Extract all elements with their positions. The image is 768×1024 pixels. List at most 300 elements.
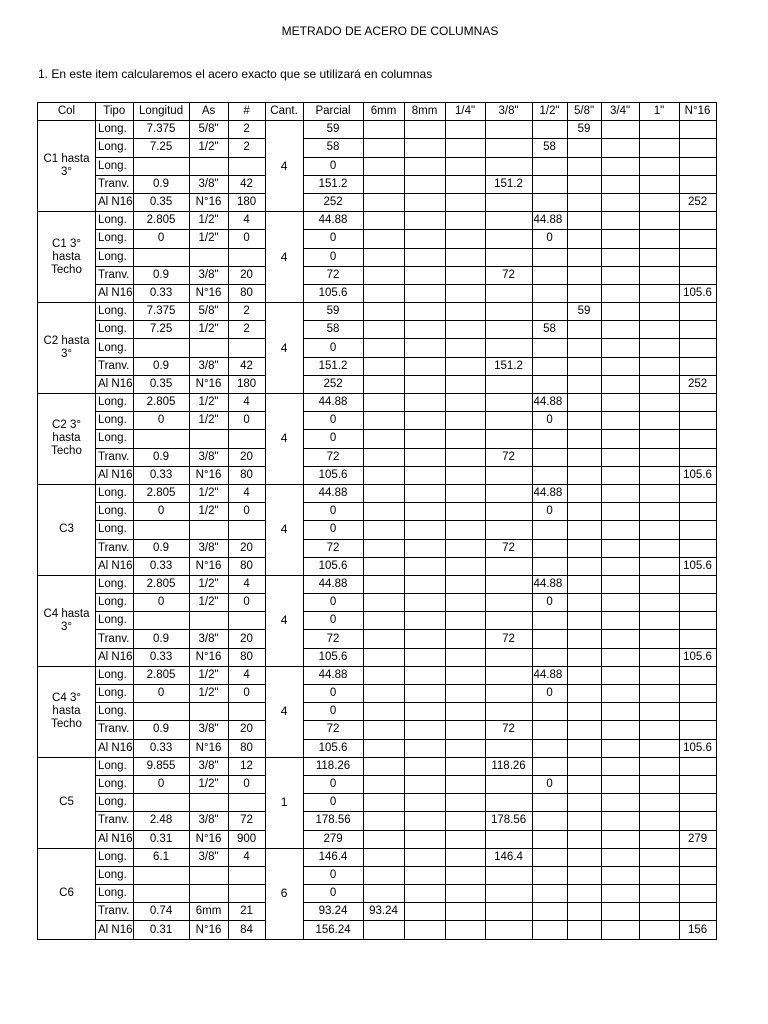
qty-1-4-cell (445, 685, 485, 703)
parcial-cell: 105.6 (303, 557, 363, 575)
qty-8mm-cell (404, 685, 445, 703)
parcial-cell: 59 (303, 121, 363, 139)
as-cell: N°16 (189, 375, 228, 393)
qty-1-cell (639, 248, 679, 266)
cantidad-cell: 4 (265, 303, 303, 394)
qty-3-4-cell (601, 339, 639, 357)
qty-8mm-cell (404, 921, 445, 939)
qty-3-8-cell (485, 212, 532, 230)
qty-n16-cell: 252 (679, 193, 716, 211)
qty-5-8-cell (567, 921, 601, 939)
qty-5-8-cell (567, 375, 601, 393)
qty-n16-cell (679, 139, 716, 157)
qty-8mm-cell (404, 248, 445, 266)
table-row (38, 448, 717, 466)
qty-1-cell (639, 921, 679, 939)
parcial-cell: 146.4 (303, 848, 363, 866)
qty-3-4-cell (601, 830, 639, 848)
longitud-cell: 0.31 (133, 830, 189, 848)
parcial-cell: 58 (303, 139, 363, 157)
qty-6mm-cell (363, 666, 404, 684)
as-cell: N°16 (189, 739, 228, 757)
qty-3-4-cell (601, 721, 639, 739)
table-row (38, 848, 717, 866)
qty-1-4-cell (445, 557, 485, 575)
parcial-cell: 44.88 (303, 484, 363, 502)
qty-1-2-cell: 44.88 (532, 394, 567, 412)
tipo-cell: Long. (96, 794, 134, 812)
tipo-cell: Al N16 (96, 648, 134, 666)
qty-3-8-cell (485, 903, 532, 921)
count-cell: 2 (228, 139, 265, 157)
tipo-cell: Tranv. (96, 903, 134, 921)
qty-1-4-cell (445, 830, 485, 848)
qty-1-4-cell (445, 303, 485, 321)
cantidad-cell: 1 (265, 757, 303, 848)
qty-6mm-cell (363, 303, 404, 321)
tipo-cell: Long. (96, 885, 134, 903)
longitud-cell (133, 157, 189, 175)
qty-3-8-cell (485, 612, 532, 630)
qty-1-cell (639, 448, 679, 466)
tipo-cell: Al N16 (96, 830, 134, 848)
qty-3-8-cell (485, 193, 532, 211)
table-row (38, 903, 717, 921)
qty-1-4-cell (445, 812, 485, 830)
count-cell: 4 (228, 666, 265, 684)
qty-3-8-cell (485, 775, 532, 793)
qty-3-8-cell: 118.26 (485, 757, 532, 775)
as-cell (189, 339, 228, 357)
qty-3-4-cell (601, 921, 639, 939)
qty-6mm-cell (363, 539, 404, 557)
qty-5-8-cell (567, 484, 601, 502)
qty-6mm-cell (363, 812, 404, 830)
qty-8mm-cell (404, 339, 445, 357)
qty-5-8-cell (567, 594, 601, 612)
qty-3-4-cell (601, 866, 639, 884)
qty-1-cell (639, 830, 679, 848)
qty-3-4-cell (601, 812, 639, 830)
qty-5-8-cell (567, 539, 601, 557)
qty-1-2-cell (532, 357, 567, 375)
tipo-cell: Long. (96, 412, 134, 430)
count-cell: 80 (228, 739, 265, 757)
qty-1-2-cell (532, 903, 567, 921)
qty-1-cell (639, 703, 679, 721)
parcial-cell: 0 (303, 885, 363, 903)
qty-8mm-cell (404, 866, 445, 884)
table-row (38, 739, 717, 757)
qty-1-cell (639, 721, 679, 739)
count-cell: 80 (228, 284, 265, 302)
qty-5-8-cell: 59 (567, 121, 601, 139)
parcial-cell: 0 (303, 248, 363, 266)
qty-1-4-cell (445, 212, 485, 230)
qty-1-4-cell (445, 630, 485, 648)
parcial-cell: 44.88 (303, 575, 363, 593)
as-cell: 3/8" (189, 266, 228, 284)
qty-8mm-cell (404, 175, 445, 193)
as-cell: 5/8" (189, 303, 228, 321)
qty-1-cell (639, 193, 679, 211)
cantidad-cell: 6 (265, 848, 303, 939)
table-row (38, 666, 717, 684)
qty-6mm-cell (363, 503, 404, 521)
qty-5-8-cell (567, 794, 601, 812)
tipo-cell: Long. (96, 757, 134, 775)
qty-1-4-cell (445, 430, 485, 448)
qty-3-4-cell (601, 503, 639, 521)
qty-1-2-cell (532, 612, 567, 630)
count-cell (228, 866, 265, 884)
qty-6mm-cell (363, 466, 404, 484)
qty-5-8-cell (567, 193, 601, 211)
table-row (38, 866, 717, 884)
qty-3-8-cell (485, 321, 532, 339)
qty-3-8-cell (485, 248, 532, 266)
column-id-cell: C3 (38, 484, 96, 575)
as-cell: 1/2" (189, 575, 228, 593)
parcial-cell: 0 (303, 430, 363, 448)
qty-3-4-cell (601, 648, 639, 666)
qty-1-4-cell (445, 394, 485, 412)
count-cell: 80 (228, 648, 265, 666)
qty-n16-cell (679, 430, 716, 448)
qty-5-8-cell (567, 266, 601, 284)
qty-3-4-cell (601, 121, 639, 139)
table-row (38, 321, 717, 339)
as-cell: 1/2" (189, 139, 228, 157)
qty-5-8-cell (567, 866, 601, 884)
column-id-cell: C4 3° hasta Techo (38, 666, 96, 757)
qty-3-8-cell (485, 866, 532, 884)
table-row (38, 303, 717, 321)
qty-1-2-cell: 0 (532, 775, 567, 793)
qty-3-8-cell (485, 794, 532, 812)
as-cell: 3/8" (189, 848, 228, 866)
qty-5-8-cell (567, 394, 601, 412)
qty-1-cell (639, 284, 679, 302)
tipo-cell: Long. (96, 157, 134, 175)
qty-6mm-cell (363, 594, 404, 612)
tipo-cell: Long. (96, 612, 134, 630)
longitud-cell: 0.35 (133, 375, 189, 393)
qty-8mm-cell (404, 666, 445, 684)
parcial-cell: 105.6 (303, 739, 363, 757)
qty-5-8-cell (567, 248, 601, 266)
qty-1-2-cell: 58 (532, 139, 567, 157)
qty-n16-cell (679, 703, 716, 721)
longitud-cell: 0.74 (133, 903, 189, 921)
as-cell: 3/8" (189, 175, 228, 193)
qty-1-4-cell (445, 703, 485, 721)
qty-1-cell (639, 212, 679, 230)
qty-1-4-cell (445, 266, 485, 284)
qty-6mm-cell (363, 830, 404, 848)
tipo-cell: Tranv. (96, 357, 134, 375)
qty-1-2-cell: 0 (532, 230, 567, 248)
longitud-cell (133, 703, 189, 721)
longitud-cell: 0 (133, 412, 189, 430)
qty-1-2-cell (532, 885, 567, 903)
qty-1-4-cell (445, 248, 485, 266)
count-cell: 0 (228, 685, 265, 703)
qty-n16-cell (679, 121, 716, 139)
table-row (38, 394, 717, 412)
parcial-cell: 252 (303, 375, 363, 393)
parcial-cell: 58 (303, 321, 363, 339)
count-cell (228, 521, 265, 539)
as-cell: N°16 (189, 193, 228, 211)
qty-3-8-cell (485, 703, 532, 721)
as-cell: N°16 (189, 921, 228, 939)
parcial-cell: 0 (303, 521, 363, 539)
tipo-cell: Long. (96, 594, 134, 612)
table-row (38, 157, 717, 175)
qty-3-8-cell: 146.4 (485, 848, 532, 866)
qty-8mm-cell (404, 157, 445, 175)
header-3-4: 3/4" (601, 103, 639, 121)
parcial-cell: 105.6 (303, 648, 363, 666)
longitud-cell: 0 (133, 594, 189, 612)
qty-1-4-cell (445, 848, 485, 866)
qty-n16-cell: 105.6 (679, 284, 716, 302)
as-cell: 1/2" (189, 775, 228, 793)
qty-n16-cell (679, 903, 716, 921)
qty-1-2-cell (532, 248, 567, 266)
qty-6mm-cell (363, 193, 404, 211)
parcial-cell: 0 (303, 157, 363, 175)
column-id-cell: C1 hasta 3° (38, 121, 96, 212)
qty-1-cell (639, 157, 679, 175)
qty-6mm-cell (363, 357, 404, 375)
qty-5-8-cell (567, 157, 601, 175)
as-cell: 1/2" (189, 503, 228, 521)
qty-8mm-cell (404, 521, 445, 539)
as-cell (189, 157, 228, 175)
longitud-cell: 0.33 (133, 466, 189, 484)
qty-6mm-cell (363, 139, 404, 157)
qty-1-cell (639, 575, 679, 593)
count-cell (228, 885, 265, 903)
qty-8mm-cell (404, 266, 445, 284)
header-8mm: 8mm (404, 103, 445, 121)
longitud-cell (133, 866, 189, 884)
tipo-cell: Long. (96, 503, 134, 521)
header-parcial: Parcial (303, 103, 363, 121)
count-cell: 0 (228, 775, 265, 793)
parcial-cell: 118.26 (303, 757, 363, 775)
qty-1-2-cell (532, 648, 567, 666)
qty-1-cell (639, 630, 679, 648)
cantidad-cell: 4 (265, 575, 303, 666)
qty-3-8-cell (485, 484, 532, 502)
longitud-cell: 0.31 (133, 921, 189, 939)
as-cell: 1/2" (189, 230, 228, 248)
tipo-cell: Long. (96, 230, 134, 248)
qty-3-4-cell (601, 521, 639, 539)
as-cell (189, 885, 228, 903)
parcial-cell: 156.24 (303, 921, 363, 939)
table-row (38, 248, 717, 266)
qty-8mm-cell (404, 412, 445, 430)
tipo-cell: Tranv. (96, 266, 134, 284)
qty-6mm-cell (363, 612, 404, 630)
qty-8mm-cell (404, 430, 445, 448)
qty-6mm-cell (363, 521, 404, 539)
qty-8mm-cell (404, 357, 445, 375)
longitud-cell: 0 (133, 230, 189, 248)
count-cell: 84 (228, 921, 265, 939)
qty-1-4-cell (445, 375, 485, 393)
qty-n16-cell: 105.6 (679, 557, 716, 575)
longitud-cell: 0.9 (133, 539, 189, 557)
tipo-cell: Long. (96, 394, 134, 412)
qty-1-4-cell (445, 284, 485, 302)
qty-3-4-cell (601, 466, 639, 484)
qty-1-4-cell (445, 157, 485, 175)
qty-5-8-cell (567, 703, 601, 721)
qty-3-4-cell (601, 903, 639, 921)
qty-1-4-cell (445, 412, 485, 430)
qty-1-2-cell (532, 521, 567, 539)
qty-8mm-cell (404, 648, 445, 666)
qty-3-4-cell (601, 575, 639, 593)
table-row (38, 703, 717, 721)
qty-1-2-cell: 0 (532, 412, 567, 430)
qty-3-8-cell (485, 921, 532, 939)
qty-6mm-cell (363, 412, 404, 430)
qty-1-4-cell (445, 539, 485, 557)
page-title: METRADO DE ACERO DE COLUMNAS (281, 24, 499, 38)
longitud-cell (133, 339, 189, 357)
qty-3-8-cell (485, 466, 532, 484)
parcial-cell: 59 (303, 303, 363, 321)
tipo-cell: Long. (96, 775, 134, 793)
count-cell: 0 (228, 594, 265, 612)
qty-6mm-cell (363, 484, 404, 502)
qty-6mm-cell (363, 575, 404, 593)
qty-3-8-cell (485, 121, 532, 139)
qty-n16-cell (679, 575, 716, 593)
qty-5-8-cell (567, 812, 601, 830)
table-row (38, 266, 717, 284)
longitud-cell: 6.1 (133, 848, 189, 866)
longitud-cell: 0.9 (133, 357, 189, 375)
header-1-4: 1/4" (445, 103, 485, 121)
qty-5-8-cell (567, 357, 601, 375)
parcial-cell: 0 (303, 412, 363, 430)
column-id-cell: C2 hasta 3° (38, 303, 96, 394)
qty-6mm-cell (363, 775, 404, 793)
tipo-cell: Tranv. (96, 448, 134, 466)
as-cell: 3/8" (189, 721, 228, 739)
table-row (38, 212, 717, 230)
qty-5-8-cell: 59 (567, 303, 601, 321)
qty-5-8-cell (567, 212, 601, 230)
qty-1-2-cell: 58 (532, 321, 567, 339)
table-row (38, 503, 717, 521)
qty-8mm-cell (404, 212, 445, 230)
qty-3-8-cell (485, 394, 532, 412)
count-cell: 4 (228, 848, 265, 866)
qty-n16-cell (679, 612, 716, 630)
tipo-cell: Long. (96, 121, 134, 139)
qty-n16-cell: 105.6 (679, 739, 716, 757)
longitud-cell: 0 (133, 503, 189, 521)
qty-8mm-cell (404, 557, 445, 575)
qty-n16-cell (679, 448, 716, 466)
qty-1-cell (639, 466, 679, 484)
as-cell: 1/2" (189, 685, 228, 703)
qty-3-8-cell (485, 430, 532, 448)
qty-3-8-cell (485, 230, 532, 248)
as-cell: 1/2" (189, 484, 228, 502)
qty-3-8-cell (485, 594, 532, 612)
qty-6mm-cell (363, 121, 404, 139)
qty-1-cell (639, 303, 679, 321)
qty-6mm-cell (363, 212, 404, 230)
qty-1-2-cell (532, 921, 567, 939)
qty-1-2-cell (532, 703, 567, 721)
qty-n16-cell (679, 775, 716, 793)
longitud-cell: 0.9 (133, 175, 189, 193)
as-cell: 1/2" (189, 666, 228, 684)
qty-8mm-cell (404, 394, 445, 412)
parcial-cell: 72 (303, 539, 363, 557)
table-row (38, 139, 717, 157)
qty-6mm-cell (363, 375, 404, 393)
qty-6mm-cell (363, 794, 404, 812)
qty-3-4-cell (601, 303, 639, 321)
longitud-cell: 7.375 (133, 121, 189, 139)
tipo-cell: Long. (96, 666, 134, 684)
tipo-cell: Long. (96, 430, 134, 448)
qty-1-4-cell (445, 666, 485, 684)
qty-3-4-cell (601, 357, 639, 375)
qty-1-2-cell (532, 339, 567, 357)
parcial-cell: 72 (303, 448, 363, 466)
qty-3-4-cell (601, 394, 639, 412)
tipo-cell: Tranv. (96, 721, 134, 739)
longitud-cell: 0.9 (133, 266, 189, 284)
tipo-cell: Tranv. (96, 812, 134, 830)
cantidad-cell: 4 (265, 484, 303, 575)
qty-n16-cell: 279 (679, 830, 716, 848)
header-as: As (189, 103, 228, 121)
qty-1-4-cell (445, 921, 485, 939)
qty-8mm-cell (404, 466, 445, 484)
qty-3-4-cell (601, 448, 639, 466)
qty-3-4-cell (601, 175, 639, 193)
count-cell (228, 612, 265, 630)
qty-1-2-cell (532, 284, 567, 302)
table-row (38, 121, 717, 139)
tipo-cell: Al N16 (96, 375, 134, 393)
tipo-cell: Long. (96, 212, 134, 230)
qty-6mm-cell (363, 703, 404, 721)
header-row (38, 103, 717, 121)
parcial-cell: 72 (303, 630, 363, 648)
qty-3-4-cell (601, 794, 639, 812)
count-cell: 20 (228, 266, 265, 284)
qty-8mm-cell (404, 121, 445, 139)
qty-3-8-cell (485, 339, 532, 357)
qty-n16-cell: 252 (679, 375, 716, 393)
qty-5-8-cell (567, 848, 601, 866)
count-cell: 42 (228, 357, 265, 375)
